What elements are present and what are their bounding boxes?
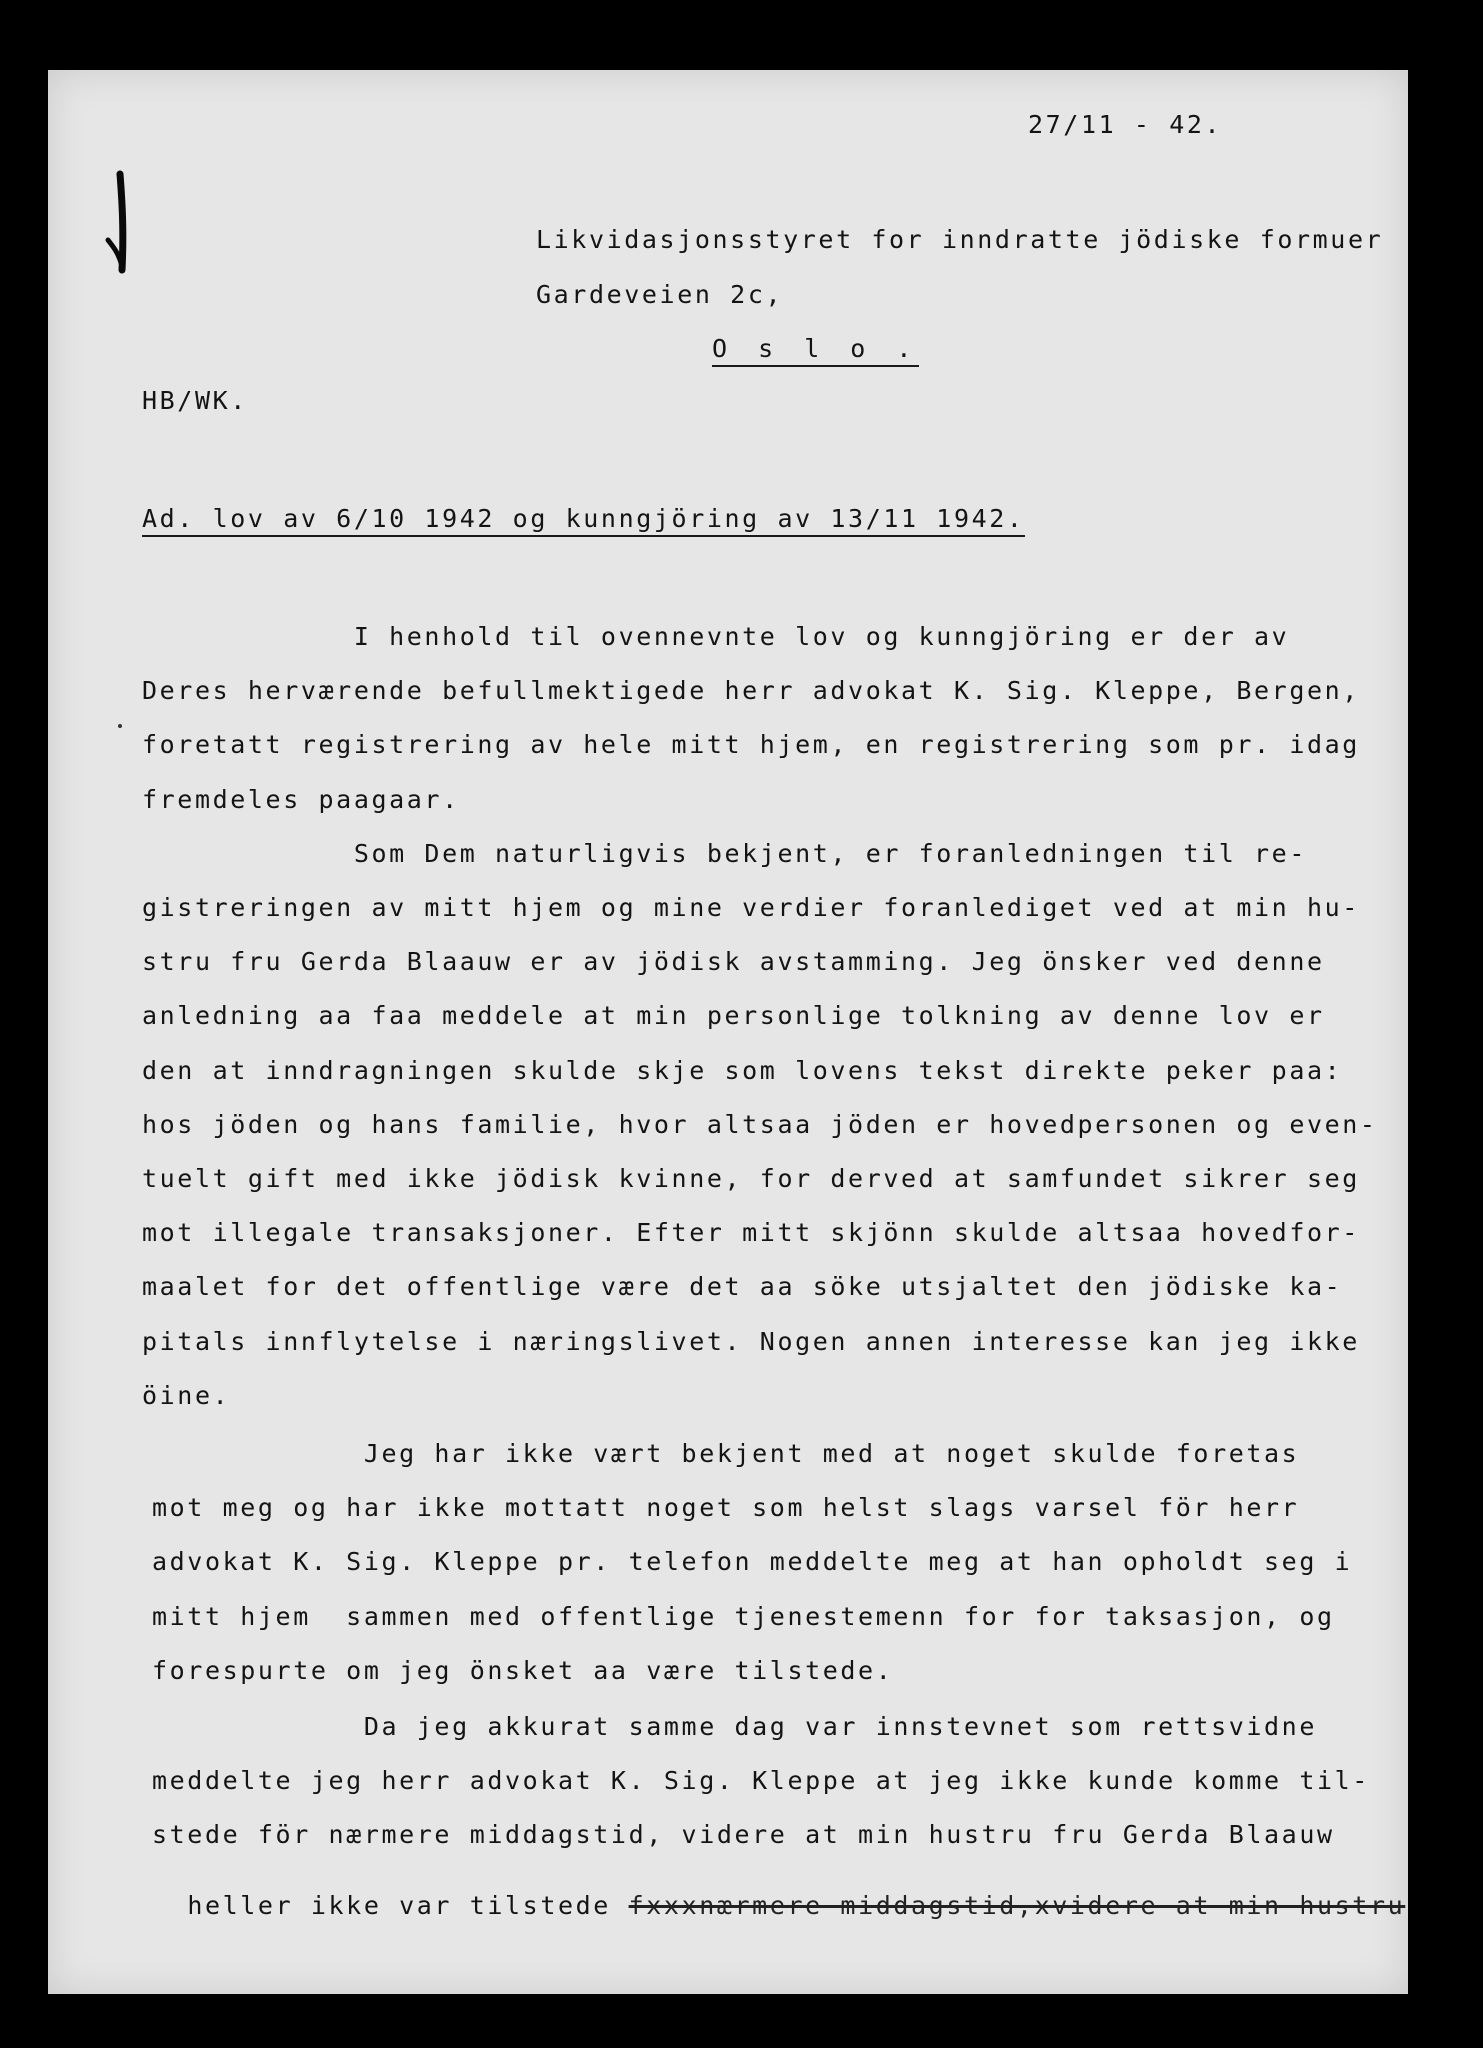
body-line: foretatt registrering av hele mitt hjem, en registrering som pr. idag [142,730,1360,759]
body-line: tuelt gift med ikke jödisk kvinne, for derved at samfundet sikrer seg [142,1164,1360,1193]
recipient-name: Likvidasjonsstyret for inndratte jödiske formuer [536,225,1384,254]
body-line: Deres herværende befullmektigede herr advokat K. Sig. Kleppe, Bergen, [142,676,1360,705]
recipient-city: O s l o . [712,336,919,367]
body-line: öine. [142,1381,231,1410]
body-line: anledning aa faa meddele at min personlige tolkning av denne lov er [142,1001,1325,1030]
handwritten-mark [102,170,132,290]
body-line: Som Dem naturligvis bekjent, er foranledningen til re- [142,839,1307,868]
body-line: I henhold til ovennevnte lov og kunngjöring er der av [142,622,1290,651]
body-line: meddelte jeg herr advokat K. Sig. Kleppe at jeg ikke kunde komme til- [152,1766,1370,1795]
body-line: Jeg har ikke vært bekjent med at noget skulde foretas [152,1439,1300,1468]
struck-text: fxxxnærmere middagstid,xvidere at min hustru [628,1891,1406,1920]
body-line: den at inndragningen skulde skje som lovens tekst direkte peker paa: [142,1056,1343,1085]
subject-line: Ad. lov av 6/10 1942 og kunngjöring av 13/11 1942. [142,506,1025,537]
body-line: mitt hjem sammen med offentlige tjenestemenn for for taksasjon, og [152,1602,1335,1631]
body-line: stede för nærmere middagstid, videre at min hustru fru Gerda Blaauw [152,1820,1335,1849]
body-line: pitals innflytelse i næringslivet. Nogen annen interesse kan jeg ikke [142,1327,1360,1356]
body-line-struck [152,1868,1405,1918]
last-line-text: heller ikke var tilstede [187,1891,629,1920]
body-line: mot meg og har ikke mottatt noget som helst slags varsel för herr [152,1493,1300,1522]
body-line: hos jöden og hans familie, hvor altsaa jöden er hovedpersonen og even- [142,1110,1378,1139]
body-line: fremdeles paagaar. [142,785,460,814]
margin-dot [118,724,122,728]
body-line: forespurte om jeg önsket aa være tilstede. [152,1656,894,1685]
body-line: Da jeg akkurat samme dag var innstevnet som rettsvidne [152,1712,1317,1741]
body-line: stru fru Gerda Blaauw er av jödisk avstamming. Jeg önsker ved denne [142,947,1325,976]
reference-initials: HB/WK. [142,386,248,415]
body-line: mot illegale transaksjoner. Efter mitt skjönn skulde altsaa hovedfor- [142,1218,1360,1247]
letter-date: 27/11 - 42. [1028,110,1223,139]
body-line: maalet for det offentlige være det aa söke utsjaltet den jödiske ka- [142,1272,1343,1301]
recipient-street: Gardeveien 2c, [536,280,784,309]
body-line: advokat K. Sig. Kleppe pr. telefon meddelte meg at han opholdt seg i [152,1547,1353,1576]
body-line: gistreringen av mitt hjem og mine verdier foranlediget ved at min hu- [142,893,1360,922]
